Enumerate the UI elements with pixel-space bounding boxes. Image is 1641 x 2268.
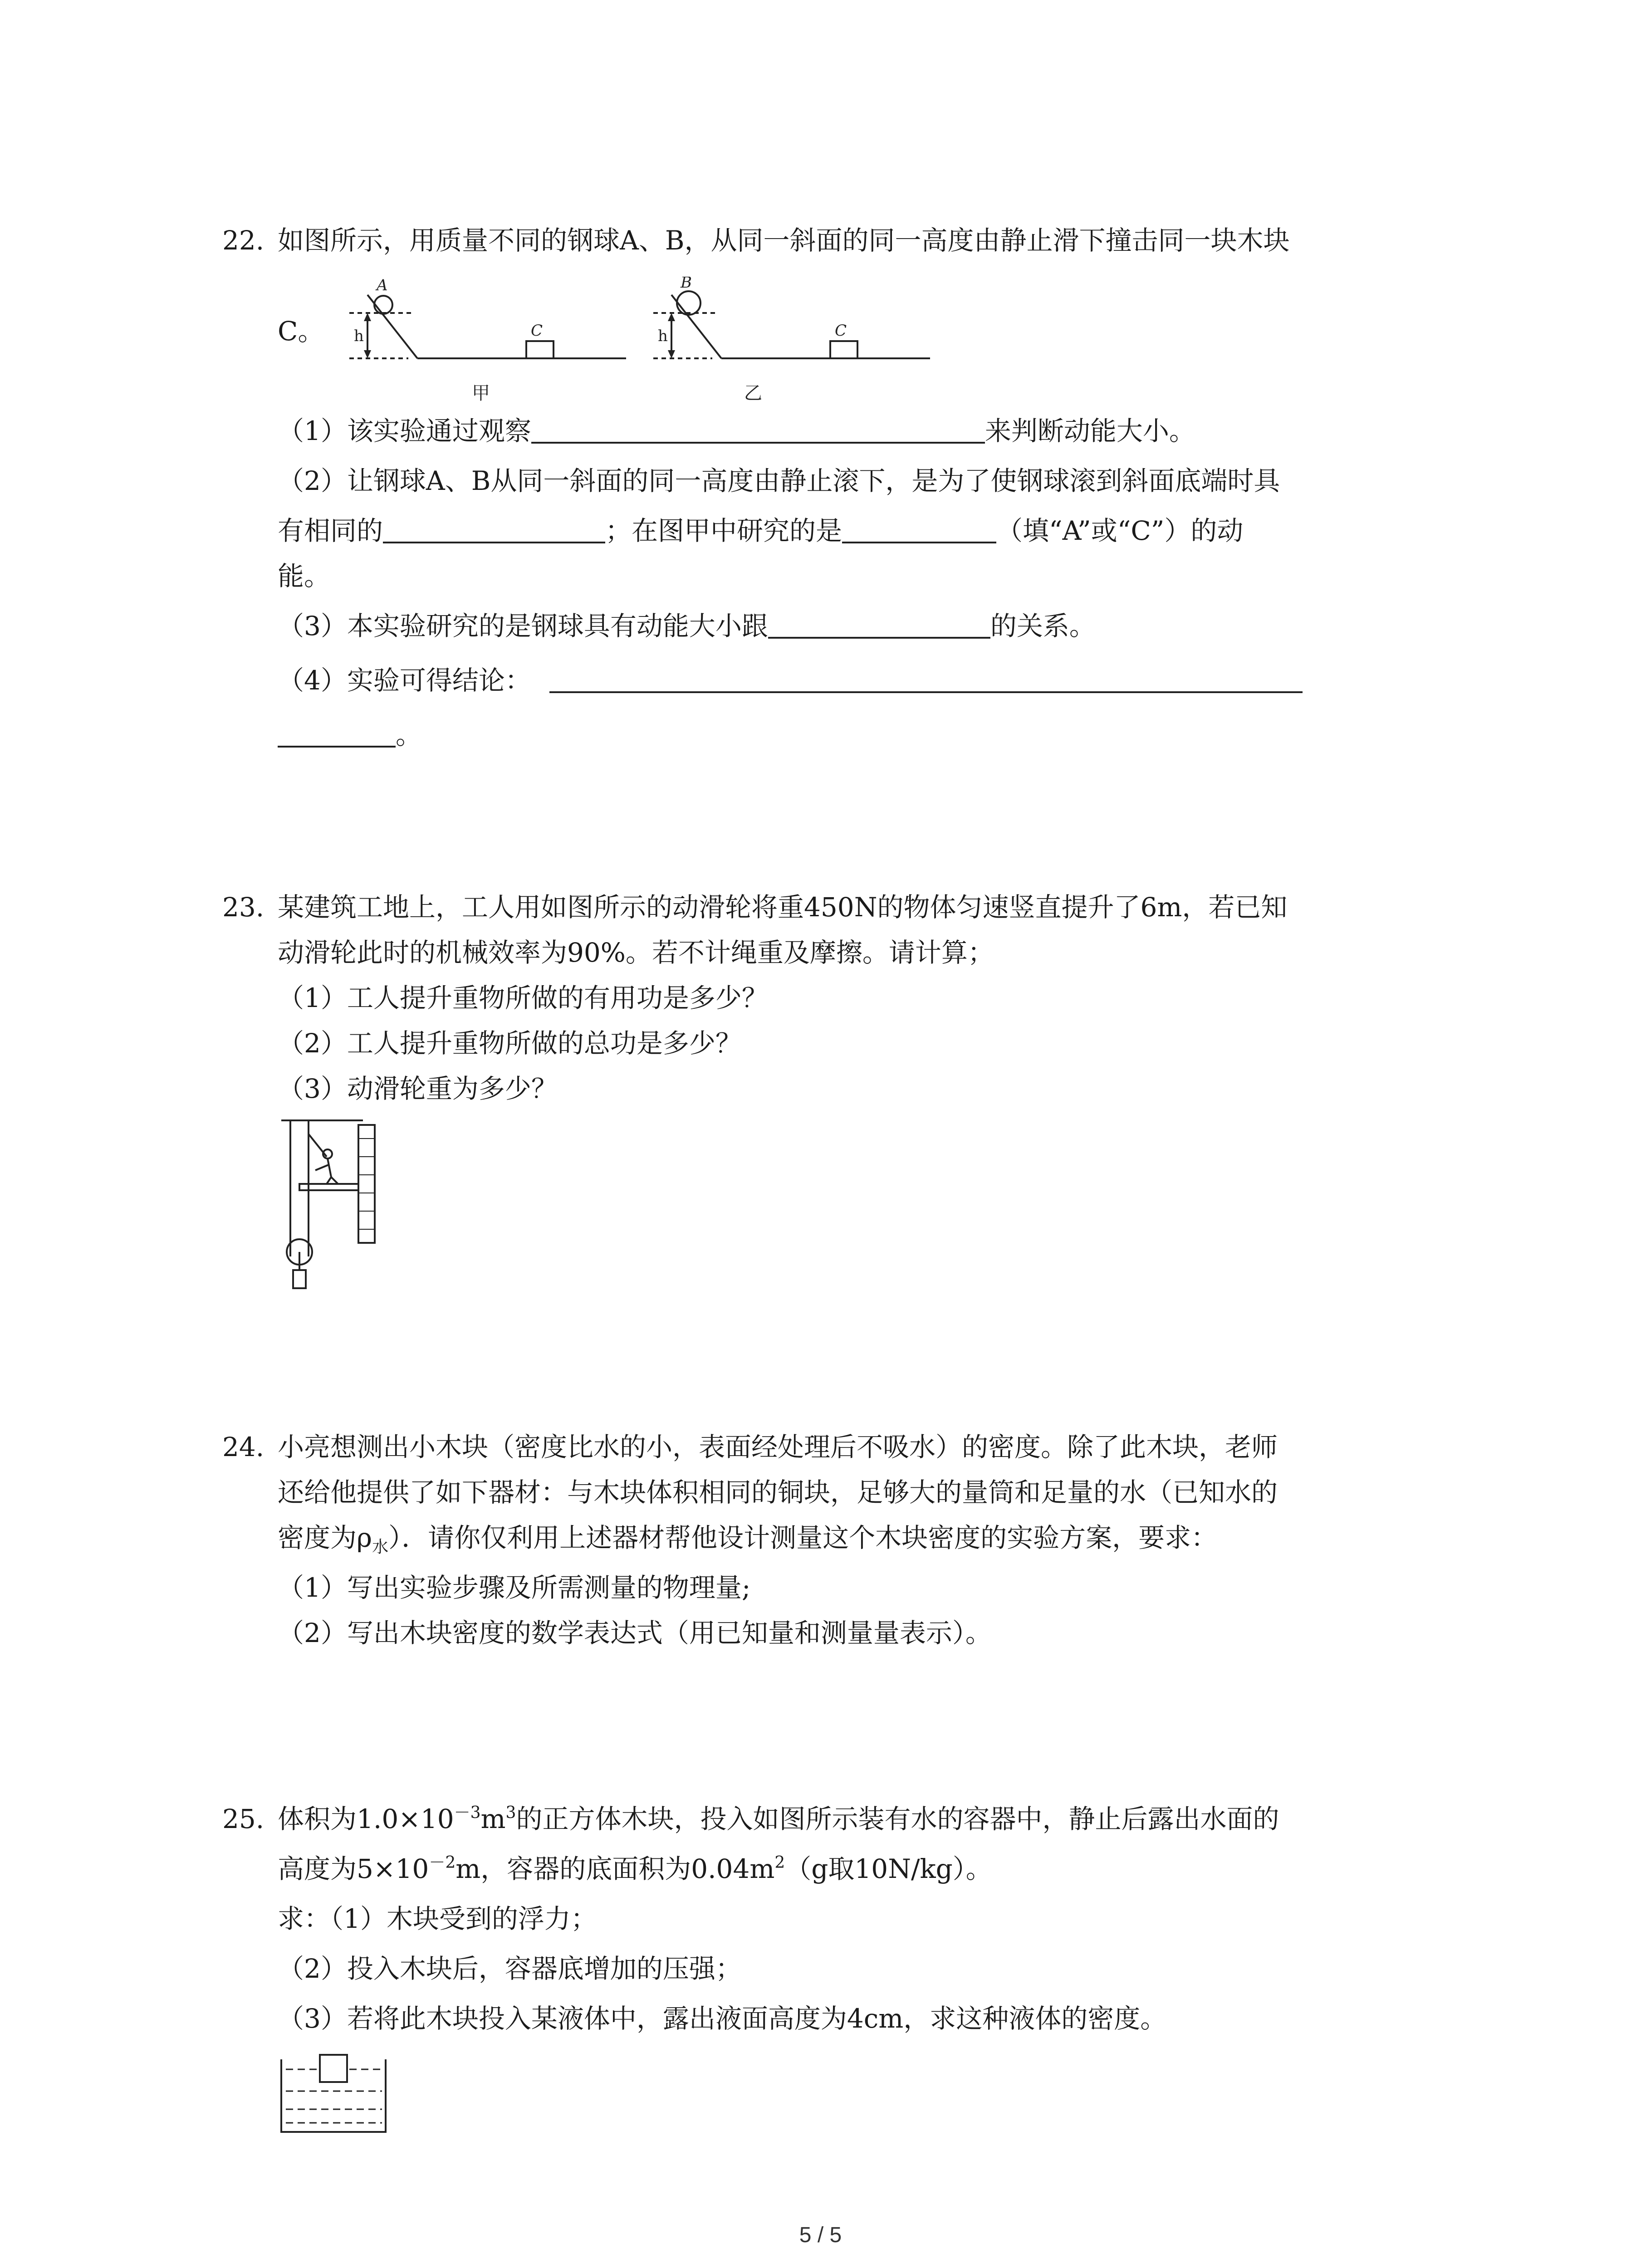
q22-part4-prefix: （4）实验可得结论： xyxy=(278,665,531,696)
q24-stem-line2: 还给他提供了如下器材：与木块体积相同的铜块，足够大的量筒和足量的水（已知水的 xyxy=(278,1477,1278,1508)
q25-exponent-2: 3 xyxy=(505,1804,516,1822)
q25-exponent-3: －2 xyxy=(429,1853,456,1872)
q22-part2-line1: （2）让钢球A、B从同一斜面的同一高度由静止滚下，是为了使钢球滚到斜面底端时具 xyxy=(278,465,1280,496)
q25-part1: 求：（1）木块受到的浮力； xyxy=(278,1903,597,1934)
q23-stem-line2: 动滑轮此时的机械效率为90%。若不计绳重及摩擦。请计算； xyxy=(278,937,994,968)
q22-part3-prefix: （3）本实验研究的是钢球具有动能大小跟 xyxy=(278,611,768,641)
q22-part2-line2 xyxy=(278,513,1243,549)
q22-part2-b: ；在图甲中研究的是 xyxy=(605,515,843,546)
q22-figure-jia xyxy=(331,277,640,413)
q25-stem-line2-b: m，容器的底面积为0.04m xyxy=(456,1853,775,1884)
q23-pulley-figure xyxy=(272,1116,390,1297)
q22-figure-yi xyxy=(635,277,944,413)
q22-part1-suffix: 来判断动能大小。 xyxy=(985,415,1195,446)
q24-stem-line3-b: ）．请你仅利用上述器材帮他设计测量这个木块密度的实验方案，要求： xyxy=(388,1522,1218,1553)
q22-answer-blank-4[interactable] xyxy=(768,610,990,639)
q22-part2-line3: 能。 xyxy=(278,561,331,591)
q23-part2: （2）工人提升重物所做的总功是多少？ xyxy=(278,1028,742,1059)
q25-stem-line2-a: 高度为5×10 xyxy=(278,1853,429,1884)
q22-part4-end: 。 xyxy=(396,719,422,750)
q22-part2-c: （填“A”或“C”）的动 xyxy=(996,515,1244,546)
q22-part4-cont xyxy=(278,717,422,753)
q25-exponent-1: －3 xyxy=(454,1804,481,1822)
q23-stem-line1: 某建筑工地上，工人用如图所示的动滑轮将重450N的物体匀速竖直提升了6m，若已知 xyxy=(278,892,1288,923)
q25-number: 25. xyxy=(222,1804,265,1834)
q22-part1-prefix: （1）该实验通过观察 xyxy=(278,415,531,446)
q25-part2: （2）投入木块后，容器底增加的压强； xyxy=(278,1953,742,1984)
q24-number: 24. xyxy=(222,1432,265,1462)
q22-yi-block-label: C xyxy=(835,322,847,340)
page-number: 5 / 5 xyxy=(799,2223,842,2247)
q25-stem-line2 xyxy=(278,1851,992,1887)
q22-yi-caption: 乙 xyxy=(744,383,762,404)
q22-answer-blank-2[interactable] xyxy=(383,514,605,543)
q24-part1: （1）写出实验步骤及所需测量的物理量; xyxy=(278,1572,751,1603)
q24-stem-line3-a: 密度为ρ xyxy=(278,1522,372,1553)
q24-stem-line1: 小亮想测出小木块（密度比水的小，表面经处理后不吸水）的密度。除了此木块，老师 xyxy=(278,1432,1278,1462)
q24-part2: （2）写出木块密度的数学表达式（用已知量和测量量表示）。 xyxy=(278,1618,992,1648)
q22-yi-height-label: h xyxy=(658,327,668,345)
q23-part1: （1）工人提升重物所做的有用功是多少？ xyxy=(278,982,768,1013)
q25-stem-line1-a: 体积为1.0×10 xyxy=(278,1804,454,1834)
q22-part1 xyxy=(278,413,1195,449)
q24-rho-subscript: 水 xyxy=(372,1538,389,1556)
q22-number: 22. xyxy=(222,225,265,256)
q25-stem-line2-c: （g取10N/kg）。 xyxy=(785,1853,992,1884)
q22-yi-ball-label: B xyxy=(681,277,692,292)
q22-part2-a: 有相同的 xyxy=(278,515,383,546)
q22-answer-blank-3[interactable] xyxy=(842,514,996,543)
q22-part4 xyxy=(278,662,1303,699)
q25-stem-line1-c: 的正方体木块，投入如图所示装有水的容器中，静止后露出水面的 xyxy=(516,1804,1279,1834)
q25-exponent-4: 2 xyxy=(774,1853,785,1872)
q25-stem-line1 xyxy=(278,1801,1279,1837)
q22-jia-height-label: h xyxy=(354,327,364,345)
q25-container-figure xyxy=(277,2050,395,2136)
q22-jia-block-label: C xyxy=(531,322,543,340)
q24-stem-line3 xyxy=(278,1520,1217,1556)
q22-part3-suffix: 的关系。 xyxy=(990,611,1096,641)
q22-stem-line2: C。 xyxy=(278,316,324,347)
q22-jia-caption: 甲 xyxy=(472,383,490,404)
q25-part3: （3）若将此木块投入某液体中，露出液面高度为4cm，求这种液体的密度。 xyxy=(278,2003,1167,2034)
q25-stem-line1-b: m xyxy=(480,1804,506,1834)
q22-part3 xyxy=(278,608,1096,644)
q23-number: 23. xyxy=(222,892,265,923)
q22-answer-blank-5[interactable] xyxy=(549,664,1303,693)
q22-answer-blank-1[interactable] xyxy=(531,415,985,444)
q22-stem-line1: 如图所示，用质量不同的钢球A、B，从同一斜面的同一高度由静止滑下撞击同一块木块 xyxy=(278,225,1290,256)
q23-part3: （3）动滑轮重为多少？ xyxy=(278,1073,558,1104)
q22-jia-ball-label: A xyxy=(377,277,388,294)
q22-answer-blank-5-cont[interactable] xyxy=(278,719,396,748)
